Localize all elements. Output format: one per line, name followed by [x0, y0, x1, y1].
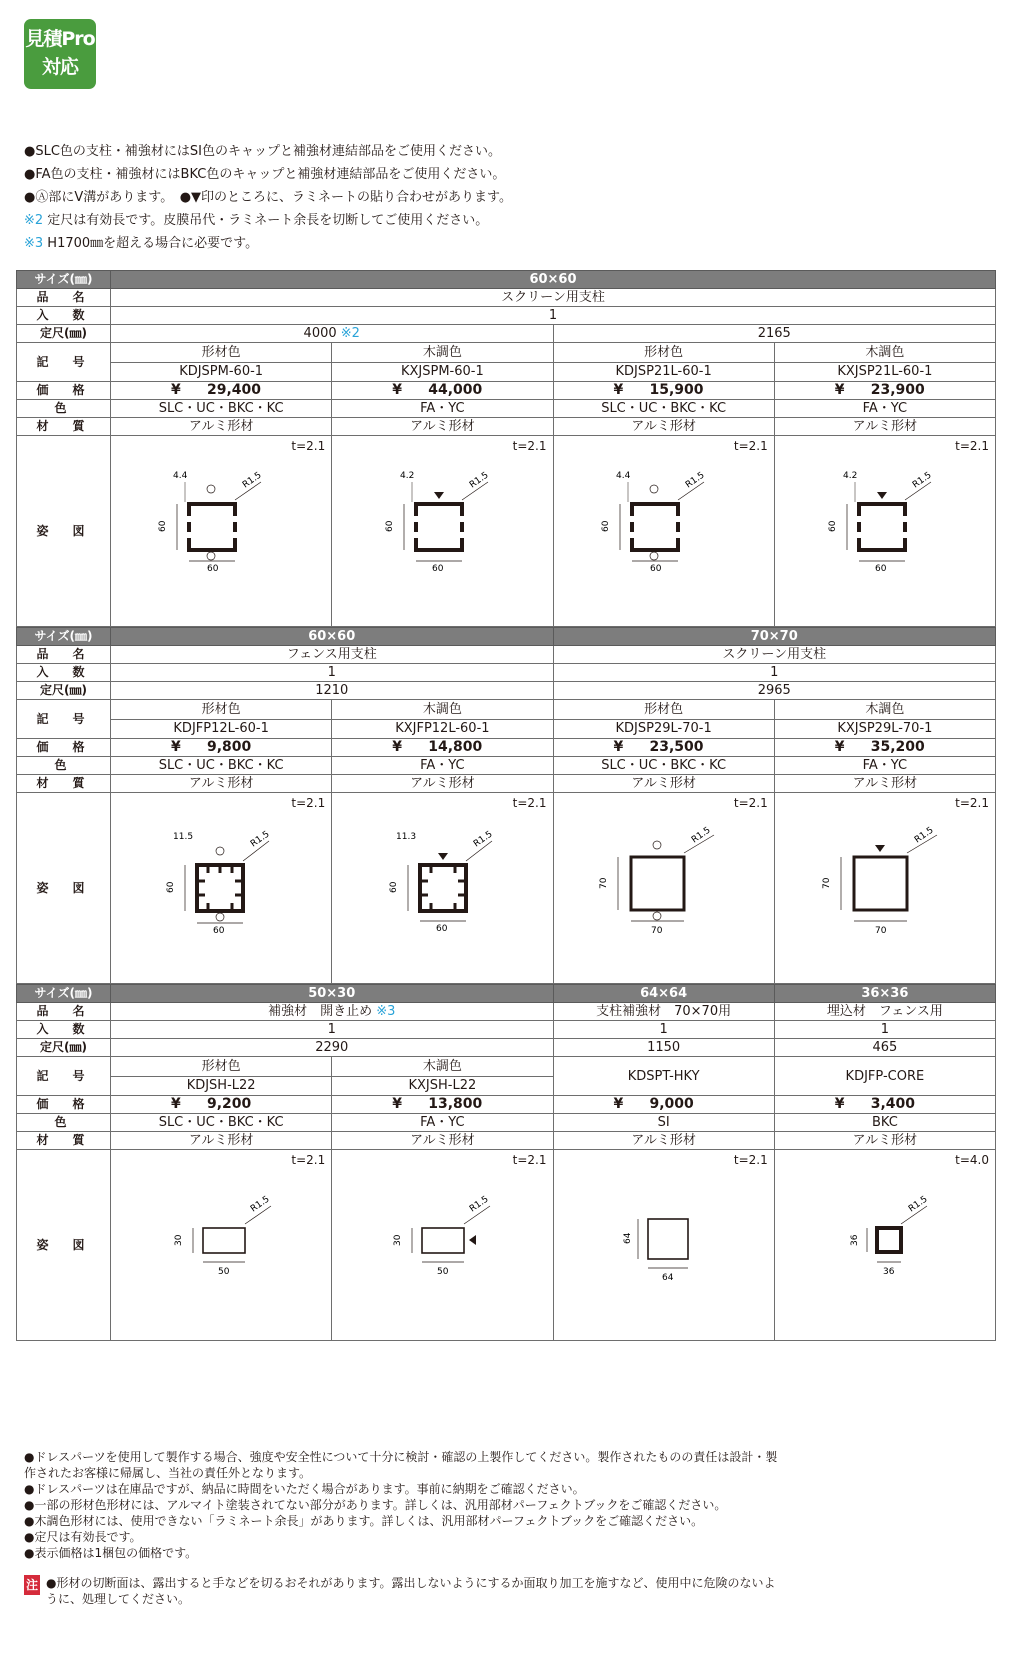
profile-drawing — [111, 793, 331, 983]
profile-drawing — [775, 436, 995, 626]
size-value: 36×36 — [774, 985, 995, 1003]
code: KXJSH-L22 — [408, 1078, 477, 1093]
thickness: t=2.1 — [733, 439, 768, 453]
yen: ¥ — [171, 382, 181, 398]
material-label: 材 質 — [17, 775, 111, 793]
color-value: FA・YC — [332, 757, 553, 775]
lip-label: 11.5 — [173, 832, 194, 842]
profile-figure — [111, 793, 332, 984]
color-value: FA・YC — [774, 757, 995, 775]
thickness: t=2.1 — [291, 796, 326, 810]
material-value: アルミ形材 — [553, 775, 774, 793]
width-label: 60 — [213, 926, 225, 936]
color-value: SLC・UC・BKC・KC — [553, 400, 774, 418]
code: KDJSP21L-60-1 — [615, 364, 712, 379]
thickness: t=2.1 — [733, 1153, 768, 1167]
name-text: 補強材 開き止め — [268, 1004, 377, 1019]
code-cell — [553, 700, 774, 739]
price-cell — [774, 382, 995, 400]
thickness: t=4.0 — [955, 1153, 989, 1167]
price: 13,800 — [428, 1096, 483, 1112]
yen: ¥ — [613, 1096, 624, 1112]
profile-drawing — [332, 1150, 552, 1340]
color-value: FA・YC — [332, 1114, 553, 1132]
price: 9,800 — [207, 739, 252, 755]
yen: ¥ — [392, 1096, 402, 1112]
kind: 木調色 — [332, 344, 552, 363]
material-label: 材 質 — [17, 1132, 111, 1150]
qty-value: 1 — [553, 664, 996, 682]
material-label: 材 質 — [17, 418, 111, 436]
qty-value: 1 — [111, 664, 554, 682]
product-name: 埋込材 フェンス用 — [774, 1003, 995, 1021]
radius-label: R1.5 — [240, 470, 264, 491]
thickness: t=2.1 — [955, 439, 989, 453]
color-value: SLC・UC・BKC・KC — [111, 1114, 332, 1132]
profile-figure — [774, 1150, 995, 1341]
profile-figure — [111, 436, 332, 627]
kind: 形材色 — [554, 701, 774, 720]
price-label: 価 格 — [17, 382, 111, 400]
price: 15,900 — [649, 382, 704, 398]
height-label: 64 — [622, 1232, 633, 1244]
code-cell — [332, 700, 553, 739]
thickness: t=2.1 — [512, 796, 547, 810]
thickness: t=2.1 — [733, 796, 768, 810]
size-value: 64×64 — [553, 985, 774, 1003]
profile-drawing — [332, 436, 552, 626]
mitsumori-pro-badge — [24, 19, 96, 89]
color-value: SLC・UC・BKC・KC — [553, 757, 774, 775]
price-label: 価 格 — [17, 1096, 111, 1114]
yen: ¥ — [392, 739, 402, 755]
length-value — [111, 325, 554, 343]
profile-figure — [774, 793, 995, 984]
price: 29,400 — [207, 382, 262, 398]
width-label: 64 — [661, 1273, 673, 1283]
yen: ¥ — [834, 739, 845, 755]
radius-label: R1.5 — [468, 470, 491, 491]
lip-label: 4.2 — [400, 471, 415, 481]
spec-table-3 — [16, 984, 996, 1341]
color-value: BKC — [774, 1114, 995, 1132]
lip-label: 4.4 — [615, 471, 630, 481]
code: KDJSP29L-70-1 — [615, 721, 712, 736]
profile-drawing — [554, 793, 774, 983]
code-cell — [332, 1057, 553, 1096]
name-label: 品 名 — [17, 1003, 111, 1021]
note-text: H1700㎜を超える場合に必要です。 — [43, 236, 259, 251]
thickness: t=2.1 — [291, 1153, 326, 1167]
code-cell — [111, 700, 332, 739]
height-label: 60 — [827, 520, 838, 532]
price: 23,500 — [649, 739, 704, 755]
price: 3,400 — [870, 1096, 916, 1112]
profile-drawing — [775, 1150, 995, 1340]
color-value: FA・YC — [332, 400, 553, 418]
radius-label: R1.5 — [468, 1194, 491, 1215]
price-cell — [774, 739, 995, 757]
thickness: t=2.1 — [512, 439, 547, 453]
kind: 形材色 — [111, 701, 331, 720]
code-cell — [111, 1057, 332, 1096]
color-value: FA・YC — [774, 400, 995, 418]
size-value: 50×30 — [111, 985, 554, 1003]
qty-value: 1 — [111, 307, 996, 325]
yen: ¥ — [392, 382, 402, 398]
width-label: 60 — [649, 564, 661, 574]
length-value: 465 — [774, 1039, 995, 1057]
length-value: 2965 — [553, 682, 996, 700]
length-value: 1150 — [553, 1039, 774, 1057]
material-value: アルミ形材 — [111, 418, 332, 436]
code-cell — [774, 700, 995, 739]
height-label: 60 — [389, 881, 400, 893]
height-label: 60 — [600, 520, 611, 532]
material-value: アルミ形材 — [774, 775, 995, 793]
radius-label: R1.5 — [689, 825, 713, 846]
material-value: アルミ形材 — [553, 1132, 774, 1150]
ref-mark: ※2 — [24, 213, 44, 228]
code: KXJSPM-60-1 — [400, 364, 484, 379]
material-value: アルミ形材 — [774, 1132, 995, 1150]
name-label: 品 名 — [17, 646, 111, 664]
lip-label: 4.4 — [173, 471, 188, 481]
price-cell — [332, 382, 553, 400]
qty-value: 1 — [774, 1021, 995, 1039]
kind: 木調色 — [332, 701, 552, 720]
product-name: スクリーン用支柱 — [111, 289, 996, 307]
height-label: 70 — [598, 877, 609, 889]
code: KXJSP21L-60-1 — [837, 364, 933, 379]
color-value: SLC・UC・BKC・KC — [111, 400, 332, 418]
profile-drawing — [111, 1150, 331, 1340]
thickness: t=2.1 — [955, 796, 989, 810]
color-value: SLC・UC・BKC・KC — [111, 757, 332, 775]
material-value: アルミ形材 — [332, 775, 553, 793]
note-text: 定尺は有効長です。皮膜吊代・ラミネート余長を切断してご使用ください。 — [43, 213, 489, 228]
thickness: t=2.1 — [512, 1153, 547, 1167]
yen: ¥ — [171, 1096, 181, 1112]
profile-drawing — [332, 793, 552, 983]
price-cell — [332, 1096, 553, 1114]
size-value: 70×70 — [553, 628, 996, 646]
caution-mark: 注 — [24, 1575, 40, 1595]
qty-label: 入 数 — [17, 307, 111, 325]
radius-label: R1.5 — [472, 829, 495, 850]
qty-label: 入 数 — [17, 664, 111, 682]
material-value: アルミ形材 — [332, 1132, 553, 1150]
radius-label: R1.5 — [248, 1194, 272, 1215]
price-cell — [553, 1096, 774, 1114]
size-value: 60×60 — [111, 271, 996, 289]
code: KDJSH-L22 — [186, 1078, 256, 1093]
material-value: アルミ形材 — [332, 418, 553, 436]
color-label: 色 — [17, 400, 111, 418]
yen: ¥ — [613, 382, 624, 398]
profile-drawing — [111, 436, 331, 626]
yen: ¥ — [171, 739, 181, 755]
color-value: SI — [553, 1114, 774, 1132]
footnote: ●表示価格は1梱包の価格です。 — [24, 1546, 198, 1560]
code: KXJFP12L-60-1 — [395, 721, 490, 736]
width-label: 70 — [650, 926, 662, 936]
note: ●FA色の支柱・補強材にはBKC色のキャップと補強材連結部品をご使用ください。 — [24, 167, 506, 182]
profile-figure — [332, 436, 553, 627]
material-value: アルミ形材 — [553, 418, 774, 436]
length-label: 定尺(㎜) — [17, 325, 111, 343]
height-label: 60 — [385, 520, 396, 532]
yen: ¥ — [834, 382, 845, 398]
code-label: 記 号 — [17, 700, 111, 739]
material-value: アルミ形材 — [774, 418, 995, 436]
code: KDJSPM-60-1 — [179, 364, 264, 379]
thickness: t=2.1 — [291, 439, 326, 453]
price: 44,000 — [428, 382, 483, 398]
profile-figure — [111, 1150, 332, 1341]
price-cell — [111, 739, 332, 757]
height-label: 30 — [174, 1234, 184, 1246]
radius-label: R1.5 — [910, 470, 934, 491]
kind: 形材色 — [554, 344, 774, 363]
profile-drawing — [554, 436, 774, 626]
length-text: 4000 — [303, 326, 341, 341]
height-label: 60 — [158, 520, 168, 532]
lip-label: 4.2 — [842, 471, 858, 481]
footnotes — [24, 1449, 784, 1561]
product-name: 支柱補強材 70×70用 — [553, 1003, 774, 1021]
code-label: 記 号 — [17, 1057, 111, 1096]
qty-value: 1 — [111, 1021, 554, 1039]
code: KDJFP12L-60-1 — [173, 721, 269, 736]
width-label: 50 — [218, 1267, 230, 1277]
note: ●SLC色の支柱・補強材にはSI色のキャップと補強材連結部品をご使用ください。 — [24, 144, 502, 159]
size-value: 60×60 — [111, 628, 554, 646]
radius-label: R1.5 — [248, 829, 272, 850]
profile-figure — [774, 436, 995, 627]
figure-label: 姿 図 — [17, 793, 111, 984]
color-label: 色 — [17, 757, 111, 775]
width-label: 60 — [874, 564, 887, 574]
height-label: 60 — [166, 881, 176, 893]
footnote: ●一部の形材色形材には、アルマイト塗装されてない部分があります。詳しくは、汎用部材パーフェクトブックをご確認ください。 — [24, 1498, 727, 1512]
profile-drawing — [554, 1150, 774, 1340]
qty-value: 1 — [553, 1021, 774, 1039]
ref-mark: ※2 — [340, 326, 360, 341]
profile-figure — [332, 1150, 553, 1341]
profile-figure — [553, 436, 774, 627]
note — [24, 232, 512, 255]
code-cell — [332, 343, 553, 382]
price-cell — [553, 382, 774, 400]
spec-table-1 — [16, 270, 996, 627]
height-label: 30 — [393, 1234, 404, 1246]
width-label: 70 — [874, 926, 887, 936]
length-value: 1210 — [111, 682, 554, 700]
yen: ¥ — [834, 1096, 845, 1112]
code-value: KDSPT-HKY — [553, 1057, 774, 1096]
note: ●Ⓐ部にV溝があります。 ●▼印のところに、ラミネートの貼り合わせがあります。 — [24, 190, 512, 205]
caution-text: ●形材の切断面は、露出すると手などを切るおそれがあります。露出しないようにするか面取り加工を施すなど、使用中に危険のないように、処理してください。 — [46, 1576, 776, 1606]
radius-label: R1.5 — [683, 470, 707, 491]
product-name: スクリーン用支柱 — [553, 646, 996, 664]
kind: 木調色 — [775, 344, 995, 363]
caution-note — [24, 1575, 784, 1607]
width-label: 60 — [207, 564, 219, 574]
footnote: ●ドレスパーツを使用して製作する場合、強度や安全性について十分に検討・確認の上製作してください。製作されたものの責任は設計・製作されたお客様に帰属し、当社の責任外となります。 — [24, 1450, 778, 1480]
spec-table-2 — [16, 627, 996, 984]
footnote: ●ドレスパーツは在庫品ですが、納品に時間をいただく場合があります。事前に納期をご確認ください。 — [24, 1482, 585, 1496]
badge-line2: 対応 — [41, 56, 78, 78]
color-label: 色 — [17, 1114, 111, 1132]
code-cell — [111, 343, 332, 382]
price: 23,900 — [870, 382, 925, 398]
footnote: ●定尺は有効長です。 — [24, 1530, 142, 1544]
qty-label: 入 数 — [17, 1021, 111, 1039]
height-label: 70 — [821, 877, 832, 889]
length-value: 2165 — [553, 325, 996, 343]
notes — [24, 140, 512, 255]
ref-mark: ※3 — [24, 236, 44, 251]
kind: 木調色 — [775, 701, 995, 720]
price-cell — [111, 1096, 332, 1114]
material-value: アルミ形材 — [111, 775, 332, 793]
radius-label: R1.5 — [906, 1194, 930, 1215]
width-label: 36 — [882, 1267, 895, 1277]
length-label: 定尺(㎜) — [17, 1039, 111, 1057]
code-cell — [553, 343, 774, 382]
product-name — [111, 1003, 554, 1021]
profile-figure — [553, 793, 774, 984]
price-cell — [111, 382, 332, 400]
length-label: 定尺(㎜) — [17, 682, 111, 700]
size-label: サイズ(㎜) — [17, 628, 111, 646]
name-label: 品 名 — [17, 289, 111, 307]
profile-drawing — [775, 793, 995, 983]
height-label: 36 — [849, 1234, 860, 1246]
ref-mark: ※3 — [376, 1004, 396, 1019]
size-label: サイズ(㎜) — [17, 985, 111, 1003]
length-value: 2290 — [111, 1039, 554, 1057]
price-cell — [774, 1096, 995, 1114]
width-label: 60 — [436, 924, 448, 934]
product-name: フェンス用支柱 — [111, 646, 554, 664]
price: 35,200 — [870, 739, 925, 755]
price: 14,800 — [428, 739, 483, 755]
kind: 形材色 — [111, 1058, 331, 1077]
kind: 形材色 — [111, 344, 331, 363]
kind: 木調色 — [332, 1058, 552, 1077]
code-value: KDJFP-CORE — [774, 1057, 995, 1096]
figure-label: 姿 図 — [17, 1150, 111, 1341]
badge-line1: 見積Pro — [25, 28, 95, 50]
yen: ¥ — [613, 739, 624, 755]
size-label: サイズ(㎜) — [17, 271, 111, 289]
radius-label: R1.5 — [912, 825, 936, 846]
material-value: アルミ形材 — [111, 1132, 332, 1150]
lip-label: 11.3 — [396, 832, 417, 842]
price-cell — [553, 739, 774, 757]
profile-figure — [553, 1150, 774, 1341]
price: 9,000 — [649, 1096, 694, 1112]
width-label: 50 — [437, 1267, 449, 1277]
width-label: 60 — [432, 564, 444, 574]
footnote: ●木調色形材には、使用できない「ラミネート余長」があります。詳しくは、汎用部材パーフェクトブックをご確認ください。 — [24, 1514, 704, 1528]
price: 9,200 — [207, 1096, 252, 1112]
note — [24, 209, 512, 232]
price-label: 価 格 — [17, 739, 111, 757]
code-label: 記 号 — [17, 343, 111, 382]
price-cell — [332, 739, 553, 757]
figure-label: 姿 図 — [17, 436, 111, 627]
code: KXJSP29L-70-1 — [837, 721, 933, 736]
profile-figure — [332, 793, 553, 984]
code-cell — [774, 343, 995, 382]
